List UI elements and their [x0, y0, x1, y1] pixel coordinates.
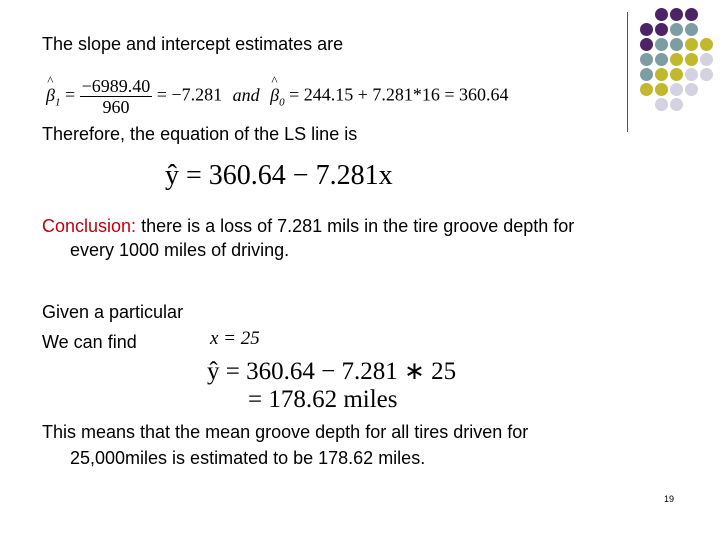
conclusion-text [42, 214, 574, 238]
decorative-dot [670, 8, 683, 21]
find-text: We can find [42, 332, 137, 352]
decorative-dot-grid [640, 8, 720, 128]
meaning-continued: 25,000miles is estimated to be 178.62 miles. [70, 448, 426, 468]
ls-line-equation: ŷ = 360.64 − 7.281x [165, 160, 393, 191]
decorative-dot [685, 68, 698, 81]
decorative-dot [685, 38, 698, 51]
therefore-text: Therefore, the equation of the LS line is [42, 124, 358, 144]
decorative-dot [670, 53, 683, 66]
fraction-numerator: −6989.40 [81, 76, 151, 96]
conclusion-continued: every 1000 miles of driving. [70, 240, 290, 260]
decorative-dot [655, 68, 668, 81]
beta0-symbol: ^ $\beta_0$ [270, 85, 284, 109]
decorative-dot [640, 83, 653, 96]
decorative-dot [655, 83, 668, 96]
decorative-dot [670, 83, 683, 96]
decorative-dot [640, 53, 653, 66]
decorative-dot [640, 23, 653, 36]
decorative-dot [655, 38, 668, 51]
decorative-dot [670, 98, 683, 111]
slide-intro-text: The slope and intercept estimates are [42, 34, 344, 54]
decorative-dot [655, 98, 668, 111]
slope-value: = −7.281 [156, 84, 223, 105]
decorative-dot [655, 53, 668, 66]
slope-intercept-formula: ^ $\beta_1$ = $\frac{-6989.40}{960}$ = −7.281 and ^ $\beta_0 = 244.15 + 7.281*16 = 360.64$ [46, 76, 509, 117]
decorative-dot [685, 8, 698, 21]
slope-fraction [80, 76, 153, 117]
and-word: and [232, 84, 260, 105]
decorative-dot [670, 68, 683, 81]
decorative-dot [670, 23, 683, 36]
conclusion-body: there is a loss of 7.281 mils in the tire groove depth for [136, 216, 575, 236]
decorative-dot [685, 23, 698, 36]
given-text: Given a particular [42, 302, 184, 322]
decorative-dot [685, 53, 698, 66]
meaning-text: This means that the mean groove depth for all tires driven for [42, 422, 529, 442]
conclusion-label: Conclusion: [42, 216, 137, 236]
decorative-dot [700, 38, 713, 51]
decorative-dot [640, 68, 653, 81]
decorative-dot [685, 83, 698, 96]
decorative-dot [670, 38, 683, 51]
decorative-dot [655, 23, 668, 36]
prediction-line-1: ŷ = 360.64 − 7.281 ∗ 25 [207, 358, 457, 385]
decorative-divider [627, 12, 628, 132]
page-number: 19 [664, 494, 675, 504]
prediction-line-2: = 178.62 miles [248, 386, 398, 413]
decorative-dot [655, 8, 668, 21]
fraction-denominator: 960 [102, 97, 130, 117]
intercept-value: = 244.15 + 7.281*16 = 360.64 [289, 84, 509, 105]
decorative-dot [700, 68, 713, 81]
decorative-dot [700, 53, 713, 66]
decorative-dot [640, 38, 653, 51]
x-value: x = 25 [210, 328, 260, 349]
beta1-symbol: ^ $\beta_1$ [46, 85, 60, 109]
